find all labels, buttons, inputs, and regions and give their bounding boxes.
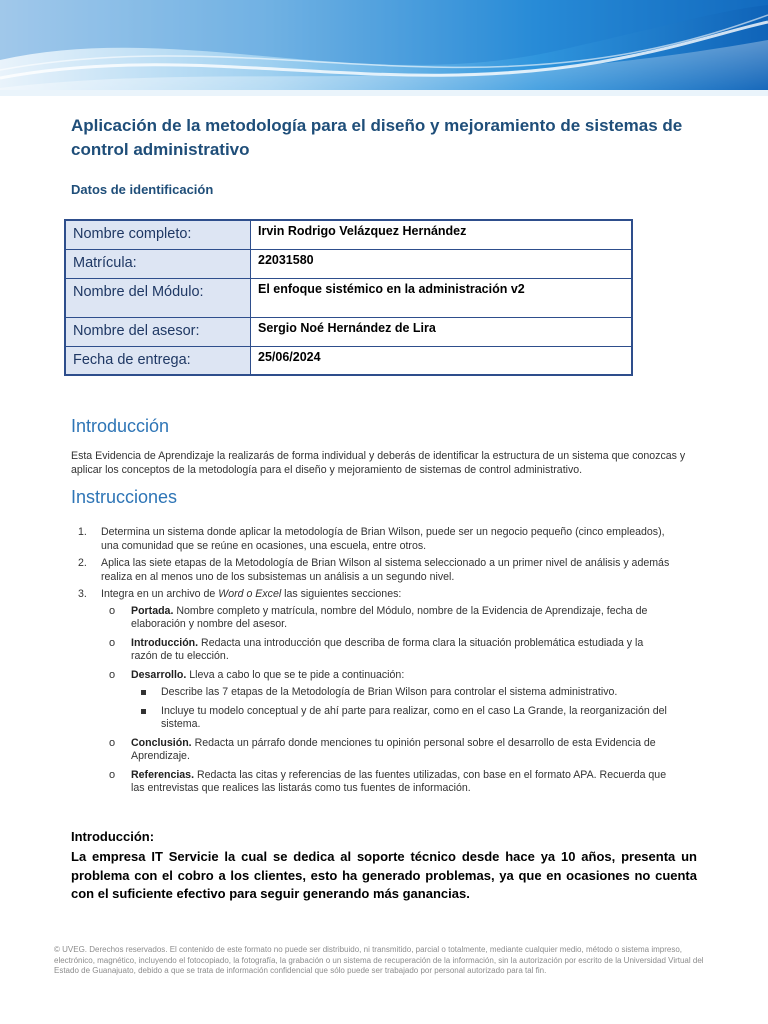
section-key: Referencias. [131,768,195,781]
square-bullet-icon [141,690,146,695]
step-text-after: las siguientes secciones: [281,588,402,600]
sections-list [101,605,671,796]
list-item [71,588,671,796]
list-item [101,605,671,632]
circle-bullet-icon: o [109,768,116,781]
introduccion-text: Esta Evidencia de Aprendizaje la realizarás de forma individual y deberás de identificar la estructura de un sistema que conozcas y aplicar los conceptos de la metodología para el diseño y mejoramiento de sistemas de control administrativo. [71,450,686,476]
step-text-italic: Word o Excel [218,588,282,600]
section-text: Redacta las citas y referencias de las fuentes utilizadas, con base en el formato APA. Recuerda que las entrevistas que realices las listarás como tus fuentes de información. [131,768,667,794]
row-value: 25/06/2024 [251,346,633,375]
list-item [101,737,671,764]
list-number: 2. [78,557,87,569]
desarrollo-text: Describe las 7 etapas de la Metodología de Brian Wilson para controlar el sistema administrativo. [161,686,618,698]
row-value: Sergio Noé Hernández de Lira [251,317,633,346]
section-key: Desarrollo. [131,668,187,681]
introduccion-heading: Introducción [71,416,170,436]
list-item [101,669,671,732]
circle-bullet-icon: o [109,668,116,681]
desarrollo-list [131,686,671,732]
list-item [101,637,671,664]
row-value: Irvin Rodrigo Velázquez Hernández [251,220,633,249]
row-label: Nombre del Módulo: [65,278,251,317]
list-item [71,557,671,584]
section-key: Portada. [131,604,174,617]
step-text-before: Integra en un archivo de [101,588,219,600]
step-text: Determina un sistema donde aplicar la metodología de Brian Wilson, puede ser un negocio pequeño (cinco empleados), una comunidad que se reúne en ocasiones, una escuela, entre otros. [101,526,665,552]
document-title: Aplicación de la metodología para el diseño y mejoramiento de sistemas de control administrativo [71,116,683,159]
table-row [65,317,632,346]
table-row [65,249,632,278]
section-text: Redacta una introducción que describa de forma clara la situación problemática estudiada y la razón de tu elección. [131,636,644,662]
student-intro-heading: Introducción: [71,829,155,844]
row-label: Nombre completo: [65,220,251,249]
student-intro-text: La empresa IT Servicie la cual se dedica al soporte técnico desde hace ya 10 años, presenta un problema con el cobro a los clientes, esto ha generado problemas, ya que en ocasiones no cuenta con el suficiente efectivo para seguir generando más ganancias. [71,849,697,901]
step-text: Aplica las siete etapas de la Metodología de Brian Wilson al sistema seleccionado a un primer nivel de análisis y además realiza en al menos uno de los subsistemas un análisis a un segundo nivel. [101,557,670,583]
list-item [131,686,671,700]
table-row [65,220,632,249]
instrucciones-heading: Instrucciones [71,487,178,507]
row-value: 22031580 [251,249,633,278]
section-text: Nombre completo y matrícula, nombre del Módulo, nombre de la Evidencia de Aprendizaje, fecha de elaboración y nombre del asesor. [131,604,648,630]
table-row [65,346,632,375]
row-label: Fecha de entrega: [65,346,251,375]
list-item [71,526,671,553]
table-row [65,278,632,317]
square-bullet-icon [141,709,146,714]
section-text: Redacta un párrafo donde menciones tu opinión personal sobre el desarrollo de esta Evidencia de Aprendizaje. [131,736,656,762]
row-value: El enfoque sistémico en la administración v2 [251,278,633,317]
id-section-title: Datos de identificación [71,182,214,197]
list-number: 1. [78,526,87,538]
circle-bullet-icon: o [109,736,116,749]
row-label: Nombre del asesor: [65,317,251,346]
copyright-footer: © UVEG. Derechos reservados. El contenido de este formato no puede ser distribuido, ni transmitido, parcial o totalmente, mediante cualquier medio, método o sistema impreso, electrónico, magnético, incluyendo el fotocopiado, la fotografía, la grabación o un sistema de recuperación de la información, sin la autorización por escrito de la Universidad Virtual del Estado de Guanajuato, debido a que se trata de información confidencial que sólo puede ser trabajado por personal autorizado para tal fin. [54,945,704,975]
banner-waves-graphic [0,0,768,96]
section-key: Conclusión. [131,736,192,749]
instructions-list [71,526,671,801]
section-key: Introducción. [131,636,199,649]
list-item [101,769,671,796]
circle-bullet-icon: o [109,636,116,649]
list-number: 3. [78,588,87,600]
header-banner [0,0,768,96]
list-item [131,705,671,732]
desarrollo-text: Incluye tu modelo conceptual y de ahí parte para realizar, como en el caso La Grande, la reorganización del sistema. [161,704,667,730]
section-text: Lleva a cabo lo que se te pide a continuación: [186,668,405,681]
row-label: Matrícula: [65,249,251,278]
circle-bullet-icon: o [109,604,116,617]
identification-table [64,219,633,376]
